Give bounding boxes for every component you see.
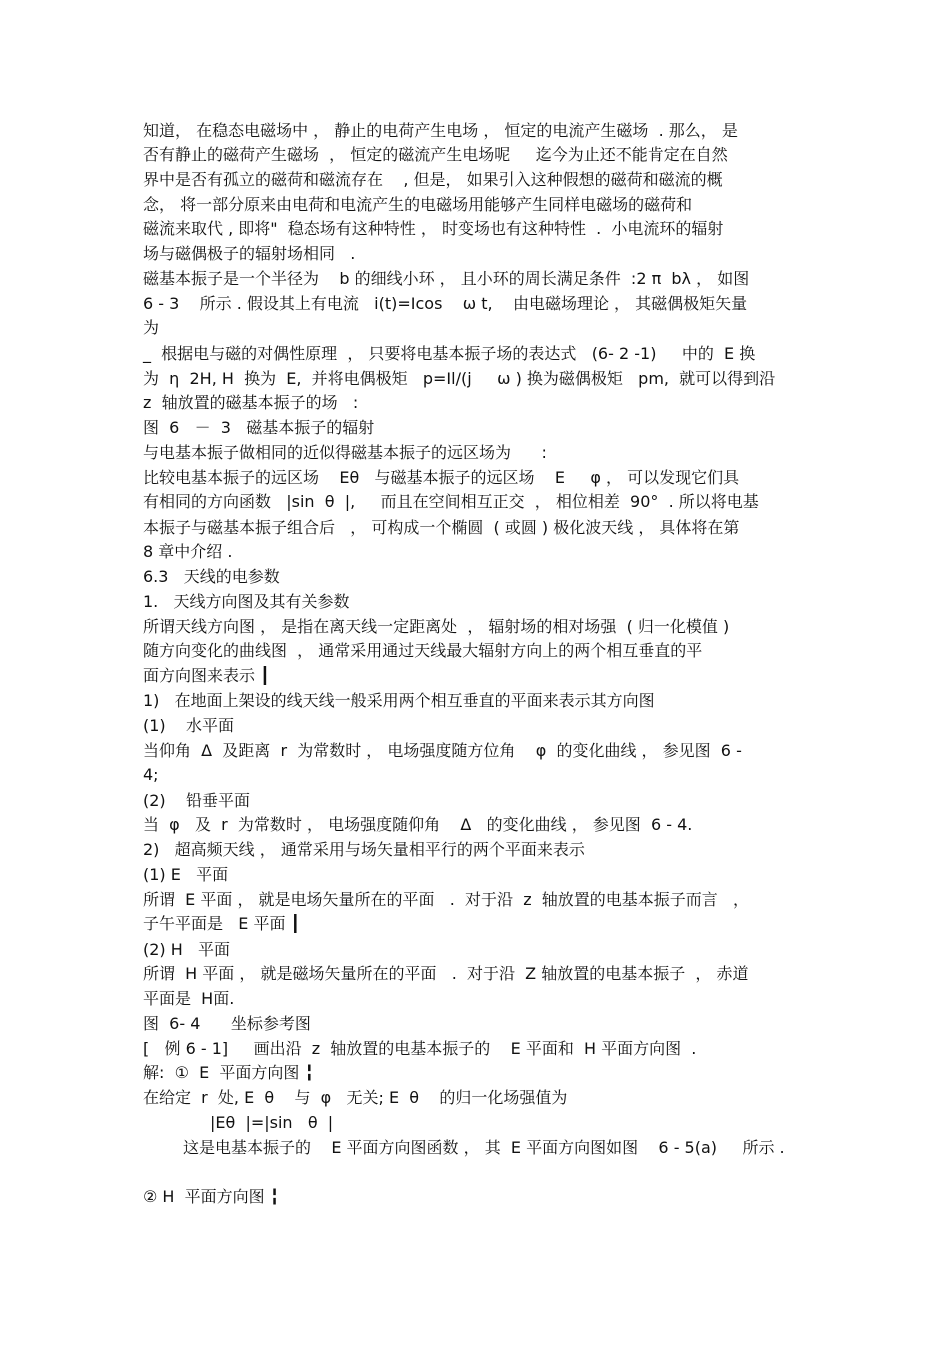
paragraph-line: 本振子与磁基本振子组合后 ， 可构成一个椭圆 ( 或圆 ) 极化波天线 ， 具体将在第 (143, 518, 740, 537)
section-heading: 6.3 天线的电参数 (143, 567, 280, 586)
paragraph-line: 否有静止的磁荷产生磁场 ， 恒定的磁流产生电场呢 迄今为止还不能肯定在自然 (143, 145, 728, 164)
paragraph-line: 所谓天线方向图 ， 是指在离天线一定距离处 ， 辐射场的相对场强 ( 归一化模值 ) (143, 617, 730, 636)
paragraph-line: 场与磁偶极子的辐射场相同 . (143, 244, 356, 263)
paragraph-line: 子午平面是 E 平面 ┃ (143, 914, 301, 933)
figure-caption: 图 6- 4 坐标参考图 (143, 1014, 311, 1033)
paragraph-line: 平面是 H面. (143, 989, 235, 1008)
paragraph-line: 4; (143, 765, 159, 784)
paragraph-line: 当 φ 及 r 为常数时 ， 电场强度随仰角 Δ 的变化曲线 ， 参见图 6 - 4. (143, 815, 693, 834)
paragraph-line: z 轴放置的磁基本振子的场 : (143, 393, 359, 412)
figure-caption: 图 6 － 3 磁基本振子的辐射 (143, 418, 375, 437)
paragraph-line: 界中是否有孤立的磁荷和磁流存在 , 但是， 如果引入这种假想的磁荷和磁流的概 (143, 170, 723, 189)
paragraph-line: 与电基本振子做相同的近似得磁基本振子的远区场为 : (143, 443, 547, 462)
list-item: (2) H 平面 (143, 940, 231, 959)
paragraph-line: 磁基本振子是一个半径为 b 的细线小环 ， 且小环的周长满足条件 :2 π bλ ， 如图 (143, 269, 750, 288)
paragraph-line: 面方向图来表示 ┃ (143, 666, 270, 685)
paragraph-line: 磁流来取代 , 即将" 稳态场有这种特性 ， 时变场也有这种特性 . 小电流环的辐射 (143, 219, 724, 238)
paragraph-line: 所谓 H 平面 ， 就是磁场矢量所在的平面 . 对于沿 Z 轴放置的电基本振子 ， 赤道 (143, 964, 749, 983)
list-item: (1) E 平面 (143, 865, 229, 884)
paragraph-line: 所谓 E 平面 ， 就是电场矢量所在的平面 . 对于沿 z 轴放置的电基本振子而言 ， (143, 890, 750, 909)
example-heading: [ 例 6 - 1] 画出沿 z 轴放置的电基本振子的 E 平面和 H 平面方向图 . (143, 1039, 697, 1058)
paragraph-line: 知道， 在稳态电磁场中 ， 静止的电荷产生电场 ， 恒定的电流产生磁场 . 那么， 是 (143, 121, 738, 140)
subsection-heading: 1. 天线方向图及其有关参数 (143, 592, 350, 611)
list-item: 1) 在地面上架设的线天线一般采用两个相互垂直的平面来表示其方向图 (143, 691, 655, 710)
paragraph-line: 念， 将一部分原来由电荷和电流产生的电磁场用能够产生同样电磁场的磁荷和 (143, 195, 693, 214)
paragraph-line: 为 η 2H, H 换为 E, 并将电偶极矩 p=Il/(j ω ) 换为磁偶极矩 pm, 就可以得到沿 (143, 369, 776, 388)
formula-line: |Eθ |=|sin θ | (210, 1113, 334, 1132)
paragraph-line: 随方向变化的曲线图 ， 通常采用通过天线最大辐射方向上的两个相互垂直的平 (143, 641, 703, 660)
paragraph-line: 有相同的方向函数 |sin θ |, 而且在空间相互正交 ， 相位相差 90° . 所以将电基 (143, 492, 759, 511)
list-item: 2) 超高频天线 ， 通常采用与场矢量相平行的两个平面来表示 (143, 840, 585, 859)
paragraph-line: 当仰角 Δ 及距离 r 为常数时 ， 电场强度随方位角 φ 的变化曲线 ， 参见图 6 - (143, 741, 742, 760)
paragraph-line: 这是电基本振子的 E 平面方向图函数 ， 其 E 平面方向图如图 6 - 5(a) 所示 . (183, 1138, 785, 1157)
paragraph-line: 解: ① E 平面方向图 ╏ (143, 1063, 315, 1082)
paragraph-line: 8 章中介绍 . (143, 542, 233, 561)
paragraph-line: 比较电基本振子的远区场 Eθ 与磁基本振子的远区场 E φ ， 可以发现它们具 (143, 468, 740, 487)
paragraph-line: 6 - 3 所示 . 假设其上有电流 i(t)=Icos ω t, 由电磁场理论 ， 其磁偶极矩矢量 (143, 294, 748, 313)
paragraph-line: ② H 平面方向图 ╏ (143, 1187, 280, 1206)
paragraph-line: _ 根据电与磁的对偶性原理 ， 只要将电基本振子场的表达式 (6- 2 -1) 中的 E 换 (143, 344, 756, 363)
paragraph-line: 为 (143, 318, 160, 337)
paragraph-line: 在给定 r 处, E θ 与 φ 无关; E θ 的归一化场强值为 (143, 1088, 568, 1107)
list-item: (2) 铅垂平面 (143, 791, 251, 810)
list-item: (1) 水平面 (143, 716, 235, 735)
